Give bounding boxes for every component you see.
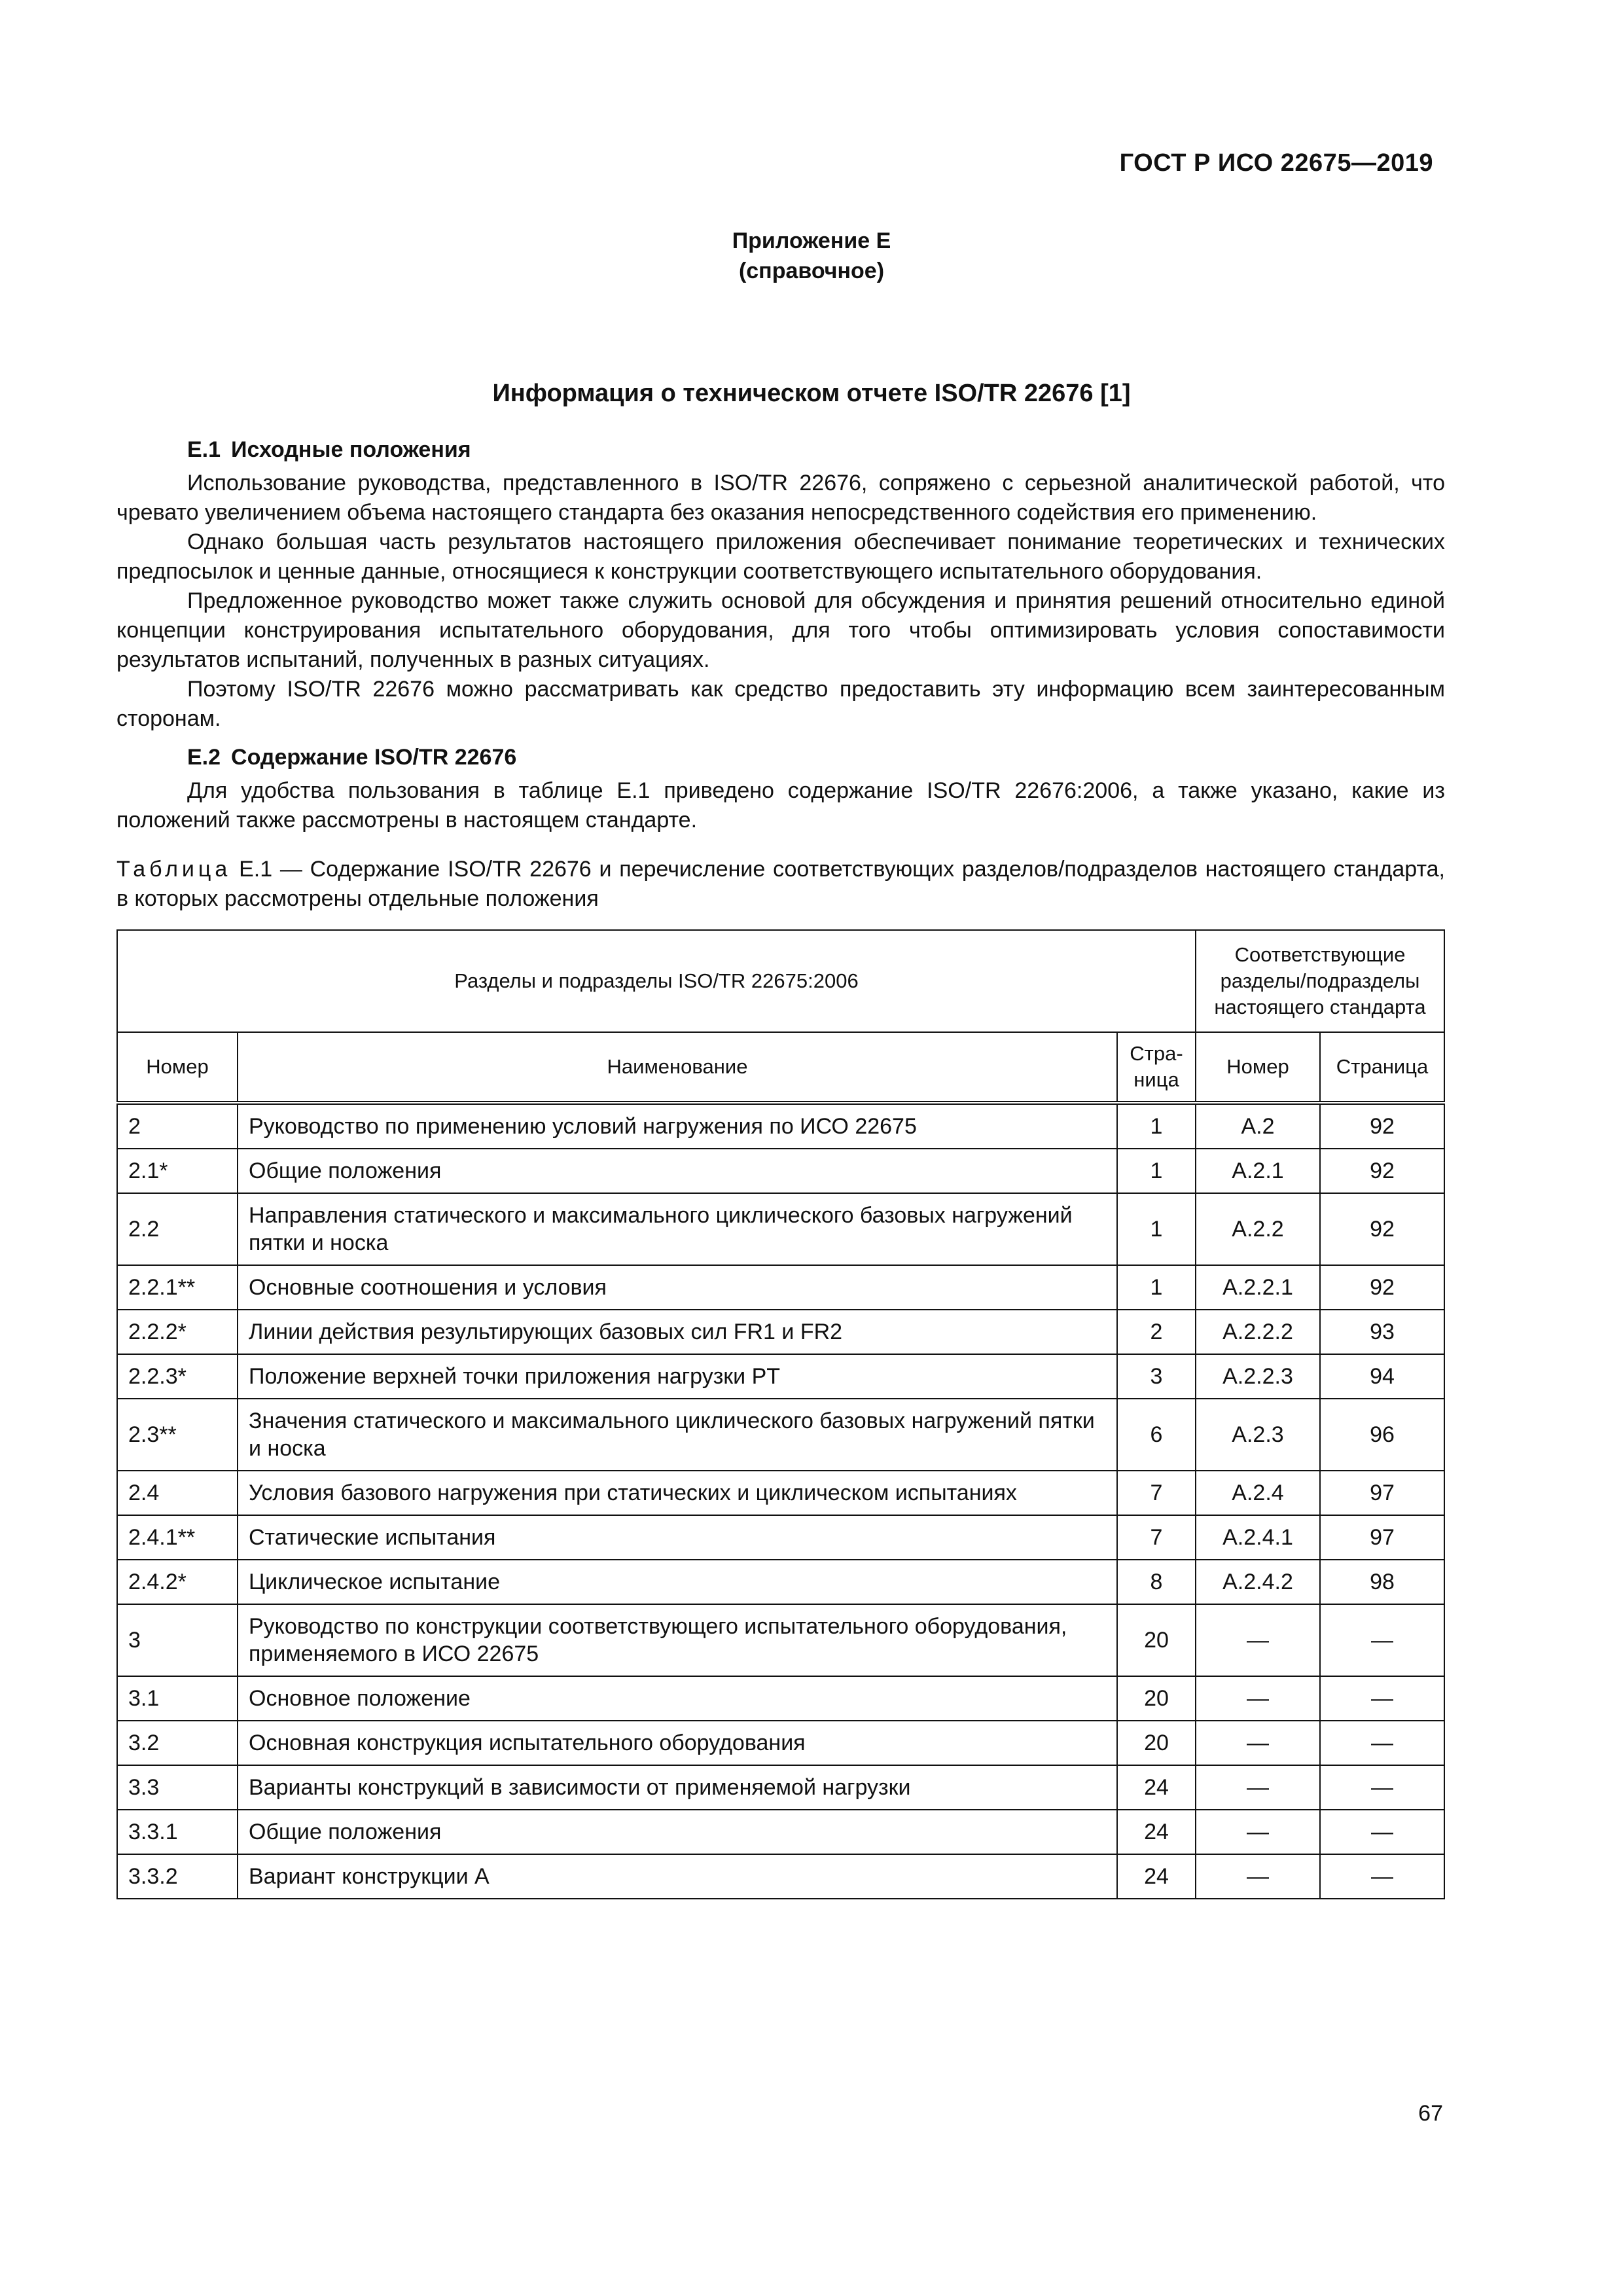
table-row: [117, 1810, 1444, 1854]
row-standard-page: 96: [1320, 1399, 1444, 1471]
row-page: 1: [1117, 1193, 1196, 1265]
row-number: 2.1*: [117, 1149, 238, 1193]
row-name: Основная конструкция испытательного оборудования: [238, 1721, 1117, 1765]
section-e1-heading: [116, 435, 1445, 465]
row-name: Общие положения: [238, 1810, 1117, 1854]
row-name: Циклическое испытание: [238, 1560, 1117, 1604]
row-standard-number: —: [1196, 1604, 1320, 1676]
table-row: [117, 1103, 1444, 1149]
row-name: Статические испытания: [238, 1515, 1117, 1560]
row-page: 1: [1117, 1103, 1196, 1149]
row-name: Направления статического и максимального циклического базовых нагружений пятки и носка: [238, 1193, 1117, 1265]
section-e1-title: Исходные положения: [231, 437, 471, 462]
row-number: 3.2: [117, 1721, 238, 1765]
document-code: ГОСТ Р ИСО 22675—2019: [1119, 149, 1433, 177]
table-body: [117, 1103, 1444, 1899]
row-number: 2.3**: [117, 1399, 238, 1471]
row-standard-page: 97: [1320, 1515, 1444, 1560]
table-row: [117, 1515, 1444, 1560]
row-standard-page: —: [1320, 1765, 1444, 1810]
row-page: 1: [1117, 1265, 1196, 1310]
section-e1-paragraph: Использование руководства, представленного в ISO/TR 22676, сопряжено с серьезной аналитической работой, что чревато увеличением объема настоящего стандарта без оказания непосредственного содействия его применению.: [116, 471, 1445, 525]
row-name: Руководство по применению условий нагружения по ИСО 22675: [238, 1103, 1117, 1149]
section-e2-paragraph: Для удобства пользования в таблице Е.1 приведено содержание ISO/TR 22676:2006, а также указано, какие из положений также рассмотрены в настоящем стандарте.: [116, 778, 1445, 833]
table-row: [117, 1265, 1444, 1310]
row-number: 2.4.1**: [117, 1515, 238, 1560]
table-row: [117, 1149, 1444, 1193]
row-number: 3.3: [117, 1765, 238, 1810]
table-row: [117, 1765, 1444, 1810]
row-standard-number: —: [1196, 1676, 1320, 1721]
section-e2-heading: [116, 743, 1445, 772]
row-name: Условия базового нагружения при статических и циклическом испытаниях: [238, 1471, 1117, 1515]
section-e1-paragraph: Предложенное руководство может также служить основой для обсуждения и принятия решений относительно единой концепции конструирования испытательного оборудования, для того чтобы оптимизировать условия сопоставимости результатов испытаний, полученных в разных ситуациях.: [116, 588, 1445, 672]
table-row: [117, 1399, 1444, 1471]
main-content: [116, 435, 1445, 1899]
row-page: 24: [1117, 1810, 1196, 1854]
table-row: [117, 1310, 1444, 1354]
row-number: 2.4.2*: [117, 1560, 238, 1604]
appendix-title: Приложение Е: [732, 228, 891, 253]
column-header-standard-page: Страница: [1320, 1032, 1444, 1103]
row-number: 3: [117, 1604, 238, 1676]
row-standard-page: —: [1320, 1604, 1444, 1676]
row-standard-number: —: [1196, 1854, 1320, 1899]
table-caption: [116, 855, 1445, 914]
row-standard-page: 92: [1320, 1103, 1444, 1149]
section-e1-number: Е.1: [187, 437, 221, 462]
row-standard-page: 92: [1320, 1193, 1444, 1265]
row-standard-page: —: [1320, 1676, 1444, 1721]
row-page: 24: [1117, 1765, 1196, 1810]
row-name: Руководство по конструкции соответствующего испытательного оборудования, применяемого в ИСО 22675: [238, 1604, 1117, 1676]
table-row: [117, 1854, 1444, 1899]
column-header-name: Наименование: [238, 1032, 1117, 1103]
row-name: Основное положение: [238, 1676, 1117, 1721]
table-row: [117, 1560, 1444, 1604]
row-number: 3.3.1: [117, 1810, 238, 1854]
table-row: [117, 1193, 1444, 1265]
row-page: 1: [1117, 1149, 1196, 1193]
row-standard-number: А.2.3: [1196, 1399, 1320, 1471]
row-name: Положение верхней точки приложения нагрузки PT: [238, 1354, 1117, 1399]
row-page: 3: [1117, 1354, 1196, 1399]
section-e1-paragraph: Однако большая часть результатов настоящего приложения обеспечивает понимание теоретических и технических предпосылок и ценные данные, относящиеся к конструкции соответствующего испытательного оборудования.: [116, 529, 1445, 584]
appendix-status: (справочное): [738, 259, 885, 283]
row-number: 3.3.2: [117, 1854, 238, 1899]
row-name: Варианты конструкций в зависимости от применяемой нагрузки: [238, 1765, 1117, 1810]
row-number: 3.1: [117, 1676, 238, 1721]
row-number: 2.2.2*: [117, 1310, 238, 1354]
row-number: 2.2: [117, 1193, 238, 1265]
row-name: Значения статического и максимального циклического базовых нагружений пятки и носка: [238, 1399, 1117, 1471]
row-name: Вариант конструкции А: [238, 1854, 1117, 1899]
appendix-heading: [0, 226, 1623, 286]
row-standard-number: А.2.2.3: [1196, 1354, 1320, 1399]
table-row: [117, 1604, 1444, 1676]
column-header-standard-number: Номер: [1196, 1032, 1320, 1103]
row-number: 2.4: [117, 1471, 238, 1515]
table-header-iso-sections: Разделы и подразделы ISO/TR 22675:2006: [117, 930, 1196, 1032]
row-standard-number: А.2.1: [1196, 1149, 1320, 1193]
row-standard-number: —: [1196, 1765, 1320, 1810]
row-standard-page: 92: [1320, 1149, 1444, 1193]
row-standard-number: А.2.4.1: [1196, 1515, 1320, 1560]
row-page: 6: [1117, 1399, 1196, 1471]
table-row: [117, 1676, 1444, 1721]
row-standard-number: А.2.4.2: [1196, 1560, 1320, 1604]
document-title: Информация о техническом отчете ISO/TR 22676 [1]: [492, 380, 1131, 407]
section-e2-title: Содержание ISO/TR 22676: [231, 745, 517, 770]
row-number: 2.2.3*: [117, 1354, 238, 1399]
row-standard-page: 94: [1320, 1354, 1444, 1399]
column-header-number: Номер: [117, 1032, 238, 1103]
table-row: [117, 1354, 1444, 1399]
row-standard-number: А.2.2.2: [1196, 1310, 1320, 1354]
row-name: Линии действия результирующих базовых сил FR1 и FR2: [238, 1310, 1117, 1354]
table-caption-text: Е.1 — Содержание ISO/TR 22676 и перечисление соответствующих разделов/подразделов настоящего стандарта, в которых рассмотрены отдельные положения: [116, 857, 1445, 911]
table-row: [117, 1471, 1444, 1515]
row-standard-page: —: [1320, 1721, 1444, 1765]
row-number: 2: [117, 1103, 238, 1149]
row-standard-page: 97: [1320, 1471, 1444, 1515]
row-standard-page: —: [1320, 1810, 1444, 1854]
table-caption-label: Таблица: [116, 857, 232, 882]
row-page: 8: [1117, 1560, 1196, 1604]
row-page: 7: [1117, 1471, 1196, 1515]
page-number: 67: [1418, 2101, 1443, 2126]
row-name: Общие положения: [238, 1149, 1117, 1193]
row-number: 2.2.1**: [117, 1265, 238, 1310]
row-page: 20: [1117, 1721, 1196, 1765]
row-standard-number: А.2.2: [1196, 1193, 1320, 1265]
row-standard-number: А.2.4: [1196, 1471, 1320, 1515]
contents-table: [116, 929, 1445, 1899]
row-standard-page: 93: [1320, 1310, 1444, 1354]
table-header-standard-sections: Соответствующие разделы/подразделы настоящего стандарта: [1196, 930, 1444, 1032]
row-standard-number: —: [1196, 1721, 1320, 1765]
row-standard-number: —: [1196, 1810, 1320, 1854]
row-standard-page: 92: [1320, 1265, 1444, 1310]
row-standard-number: А.2.2.1: [1196, 1265, 1320, 1310]
row-name: Основные соотношения и условия: [238, 1265, 1117, 1310]
column-header-page: Стра-ница: [1117, 1032, 1196, 1103]
section-e1-paragraph: Поэтому ISO/TR 22676 можно рассматривать как средство предоставить эту информацию всем заинтересованным сторонам.: [116, 677, 1445, 731]
row-page: 7: [1117, 1515, 1196, 1560]
row-standard-page: —: [1320, 1854, 1444, 1899]
row-page: 24: [1117, 1854, 1196, 1899]
row-page: 20: [1117, 1676, 1196, 1721]
row-page: 20: [1117, 1604, 1196, 1676]
row-page: 2: [1117, 1310, 1196, 1354]
row-standard-page: 98: [1320, 1560, 1444, 1604]
table-row: [117, 1721, 1444, 1765]
section-e2-number: Е.2: [187, 745, 221, 770]
row-standard-number: А.2: [1196, 1103, 1320, 1149]
